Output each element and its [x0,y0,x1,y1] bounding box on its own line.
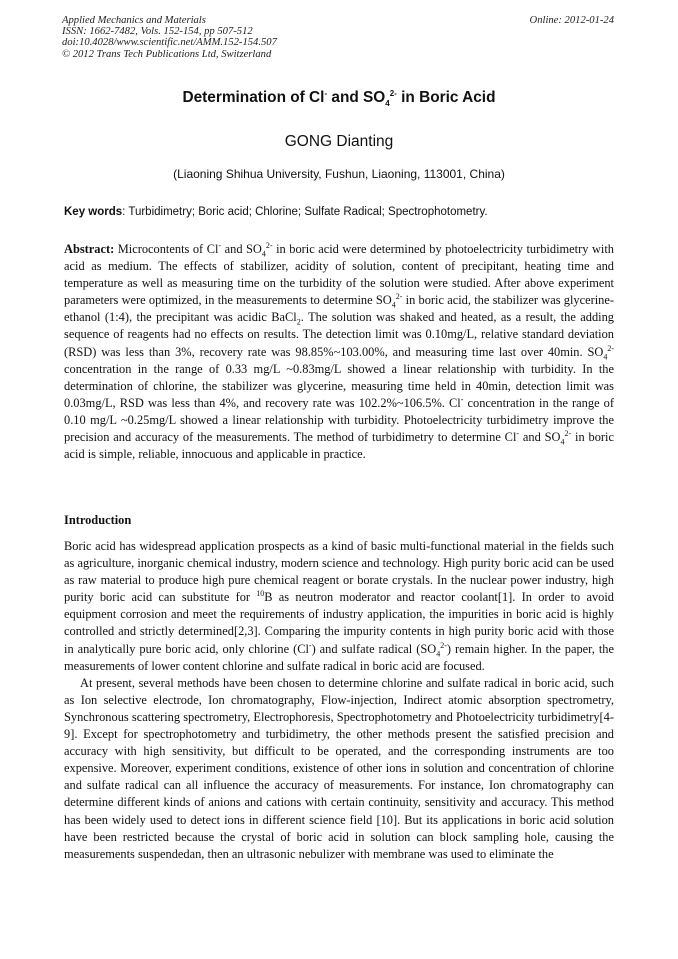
text-run: 2- [564,428,572,438]
section-heading-introduction: Introduction [64,513,132,527]
text-run: Microcontents of Cl [114,242,219,256]
doi-line: doi:10.4028/www.scientific.net/AMM.152-154.507 [62,37,277,49]
introduction-body [64,538,614,863]
title-subscript: 4 [385,99,390,109]
author-name: GONG Dianting [284,133,394,150]
text-run: 4 [560,437,565,447]
text-run: and SO [519,430,561,445]
paragraph [64,538,614,675]
paragraph: At present, several methods have been chosen to determine chlorine and sulfate radical in boric acid, such as Ion selective electrode, Ion chromatography, Flow-injection, Indirect atomic absorption spectrometry, Synchronous scattering spectrometry, Electrophoresis, Spectrophotometry and Photoelectricity turbidimetry[4-9]. Except for spectrophotometry and turbidimetry, the other methods present the satisfied precision and accuracy with high sensitivity, but difficult to be operated, and the corresponding instruments are too expensive. Moreover, experiment conditions, existence of other ions in solution and concentration of chlorine and sulfate radical can all influence the accuracy of measurements. For instance, Ion chromatography can determine different kinds of anions and cations with certain continuity, sensitivity and accuracy. This method has been widely used to detect ions in different science field [10]. But its applications in boric acid solution have been restricted because the crystal of boric acid in solution can block sampling hole, causing the measurements suspendedan, then an ultrasonic nebulizer with membrane was used to eliminate the [64,675,614,861]
journal-header [62,15,277,60]
title-superscript: - [324,88,328,98]
text-run: and SO [221,242,262,256]
text-run: 4 [436,649,441,659]
text-run: concentration in the range of 0.10 mg/L ~0.25mg/L showed a linear relationship with turbidity. Photoelectricity turbidimetry improve the precision and accuracy of the measurements. The method of turbidimetry to determine Cl [64,395,614,445]
text-run: 10 [256,589,265,599]
keywords [64,206,488,218]
text-run: ) and sulfate radical (SO [311,641,437,656]
title-text: and SO [327,89,386,106]
text-run: Boric acid has widespread application prospects as a kind of basic multi-functional material in the fields such as agriculture, inorganic chemical industry, modern science and technology. High purity boric acid can be used as raw material to produce high pure chemical reagent or borate crystals. In the nuclear power industry, high purity boric acid can substitute for [64,539,614,605]
paper-title [0,89,678,107]
title-text: in Boric Acid [396,89,496,106]
text-run: in boric acid were determined by photoelectricity turbidimetry with acid as medium. The effects of stabilizer, acidity of solution, content of precipitant, heating time and temperature as well as measuring time on the turbidity of the solution were studied. After above experiment parameters were optimized, in the measurements to determine SO [64,242,614,308]
text-run: . The solution was shaked and heated, as a result, the adding sequence of reagents had no effects on results. The detection limit was 0.10mg/L, relative standard deviation (RSD) was less than 3%, recovery rate was 98.85%~103.00%, and measuring time last over 40min. SO [64,310,614,359]
online-date: Online: 2012-01-24 [529,15,614,26]
text-run: 4 [603,352,608,362]
text-run: ) remain higher. In the paper, the measurements of lower content chlorine and sulfate radical in boric acid are focused. [64,641,614,673]
text-run: in boric acid is simple, reliable, innocuous and applicable in practice. [64,430,614,462]
abstract-label: Abstract: [64,242,115,256]
text-run: 2 [296,317,301,327]
issn-line: ISSN: 1662-7482, Vols. 152-154, pp 507-512 [62,26,253,38]
text-run: 2- [395,292,403,302]
copyright-line: © 2012 Trans Tech Publications Ltd, Switzerland [62,48,272,60]
text-run: 4 [261,249,266,259]
affiliation: (Liaoning Shihua University, Fushun, Liaoning, 113001, China) [173,167,505,181]
journal-name: Applied Mechanics and Materials [62,15,206,26]
text-run: 2- [440,640,447,650]
keywords-text: : Turbidimetry; Boric acid; Chlorine; Sulfate Radical; Spectrophotometry. [122,206,488,218]
title-text: Determination of Cl [182,89,325,106]
text-run: - [460,394,464,404]
keywords-label: Key words [64,206,123,218]
text-run: 2- [265,240,273,250]
text-run: - [218,240,222,250]
text-run: B as neutron moderator and reactor coolant[1]. In order to avoid equipment corrosion and meet the requirements of industry application, the impurities in boric acid is highly controlled and strictly determined[2,3]. Comparing the impurity contents in high purity boric acid with those in analytically pure boric acid, only chlorine (Cl [64,590,614,656]
abstract [64,241,614,463]
text-run: - [516,428,520,438]
text-run: - [308,640,312,650]
title-superscript: 2- [389,88,397,98]
text-run: concentration in the range of 0.33 mg/L ~0.83mg/L showed a linear relationship with turbidity. In the determination of chlorine, the stabilizer was glycerine, measuring time held in 40min, detection limit was 0.03mg/L, RSD was less than 4%, and recovery rate was 102.2%~106.5%. Cl [64,361,614,410]
text-run: 4 [391,300,396,310]
text-run: in boric acid, the stabilizer was glycerine-ethanol (1:4), the precipitant was acidic BaCl [64,293,614,325]
text-run: 2- [607,343,614,353]
